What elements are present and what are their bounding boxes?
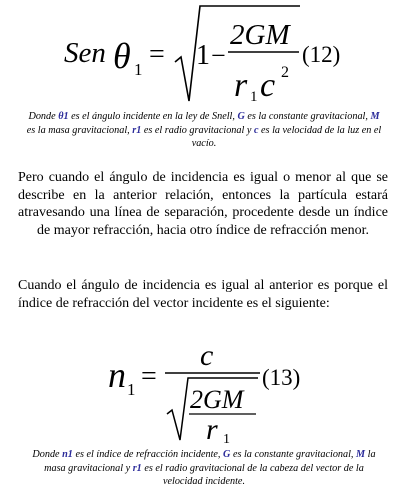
eq12-number: (12) bbox=[302, 42, 341, 67]
eq12-denominator-c: c bbox=[260, 67, 276, 104]
equation-12 bbox=[0, 0, 406, 110]
caption1-text: es la constante gravitacional, bbox=[244, 111, 371, 122]
caption-equation-12 bbox=[24, 110, 384, 151]
caption2-var-m: M bbox=[356, 449, 366, 460]
eq12-sen: Sen bbox=[64, 37, 106, 69]
caption2-text: es la constante gravitacional, bbox=[230, 449, 357, 460]
caption1-var-theta1: θ1 bbox=[58, 111, 69, 122]
paragraph-1: Pero cuando el ángulo de incidencia es igual o menor al que se describe en la anterior relación, entonces la partícula estará atravesando una línea de separación, procedente desde un índice de mayor refracción, hacia otro índice de refracción menor. bbox=[18, 170, 388, 238]
eq12-denominator-r: r bbox=[234, 67, 248, 104]
eq12-numerator: 2GM bbox=[230, 19, 290, 51]
caption2-text: es el índice de refracción incidente, bbox=[72, 449, 224, 460]
caption2-text: es el radio gravitacional de la cabeza del vector de la velocidad incidente. bbox=[141, 462, 364, 487]
eq13-numerator: c bbox=[200, 339, 214, 372]
caption1-text: es la masa gravitacional, bbox=[26, 124, 133, 136]
eq12-minus: − bbox=[211, 41, 226, 70]
equation-13 bbox=[0, 325, 406, 445]
caption2-var-g: G bbox=[223, 449, 231, 460]
paragraph-2: Cuando el ángulo de incidencia es igual al anterior es porque el índice de refracción del vector incidente es el siguiente: bbox=[18, 278, 388, 311]
eq13-inner-denominator-r: r bbox=[206, 413, 218, 445]
eq12-denominator-r-sub: 1 bbox=[250, 89, 258, 105]
caption2-var-r1: r1 bbox=[132, 462, 142, 474]
caption1-text: es la velocidad de la luz en el vacío. bbox=[191, 124, 382, 149]
caption2-text: la masa gravitacional y bbox=[44, 449, 376, 474]
eq13-inner-denominator-sub: 1 bbox=[223, 432, 230, 445]
caption1-var-c: c bbox=[253, 124, 259, 136]
eq12-one: 1 bbox=[196, 40, 210, 71]
caption2-text: Donde bbox=[32, 449, 63, 460]
caption1-var-m: M bbox=[370, 111, 380, 122]
caption1-var-g: G bbox=[237, 111, 245, 122]
caption-equation-13 bbox=[24, 448, 384, 489]
eq13-lhs: n bbox=[108, 355, 126, 395]
caption1-text: Donde bbox=[28, 111, 59, 122]
eq12-theta-subscript: 1 bbox=[134, 60, 143, 79]
caption1-var-r1: r1 bbox=[132, 124, 142, 136]
eq13-number: (13) bbox=[262, 365, 301, 390]
caption1-text: es el radio gravitacional y bbox=[141, 124, 254, 136]
eq12-equals: = bbox=[149, 39, 165, 70]
eq12-denominator-exp: 2 bbox=[281, 64, 289, 81]
eq12-theta: θ bbox=[113, 36, 131, 76]
eq13-inner-numerator: 2GM bbox=[190, 385, 244, 414]
caption1-text: es el ángulo incidente en la ley de Snell, bbox=[68, 111, 238, 122]
caption2-var-n1: n1 bbox=[62, 449, 73, 460]
eq13-lhs-subscript: 1 bbox=[127, 380, 136, 399]
eq13-equals: = bbox=[141, 361, 157, 392]
